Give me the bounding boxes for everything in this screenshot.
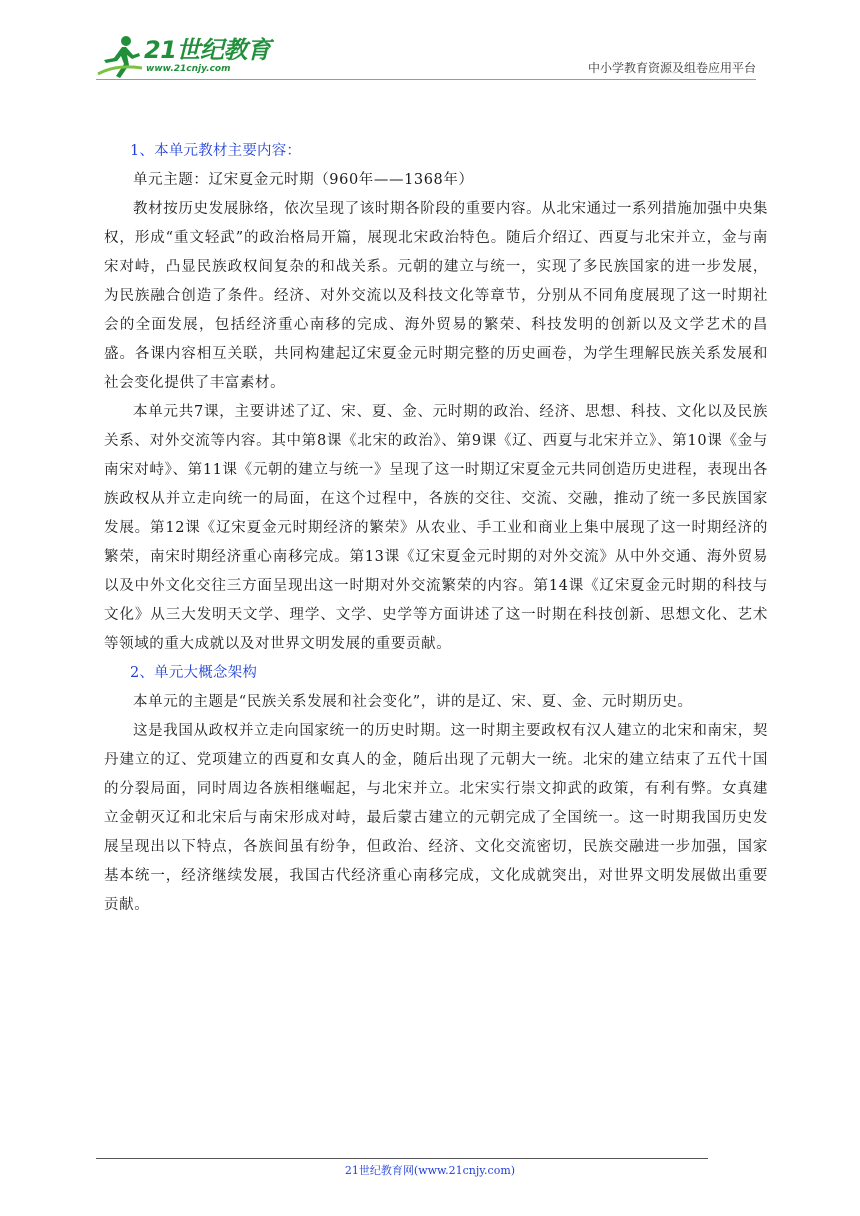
footer-divider [96,1158,708,1159]
unit-theme-line: 单元主题：辽宋夏金元时期（960年——1368年） [133,172,474,188]
textbook-overview-paragraph: 教材按历史发展脉络，依次呈现了该时期各阶段的重要内容。从北宋通过一系列措施加强中央集权，形成“重文轻武”的政治格局开篇，展现北宋政治特色。随后介绍辽、西夏与北宋并立，金与南宋对峙，凸显民族政权间复杂的和战关系。元朝的建立与统一，实现了多民族国家的进一步发展，为民族融合创造了条件。经济、对外交流以及科技文化等章节，分别从不同角度展现了这一时期社会的全面发展，包括经济重心南移的完成、海外贸易的繁荣、科技发明的创新以及文学艺术的昌盛。各课内容相互关联，共同构建起辽宋夏金元时期完整的历史画卷，为学生理解民族关系发展和社会变化提供了丰富素材。 [104,201,768,391]
page-header [96,34,756,82]
header-tagline: 中小学教育资源及组卷应用平台 [587,61,756,75]
section-1-heading: 1、本单元教材主要内容： [130,143,302,159]
logo-url: www.21cnjy.com [146,64,231,74]
period-characteristics-paragraph: 这是我国从政权并立走向国家统一的历史时期。这一时期主要政权有汉人建立的北宋和南宋，契丹建立的辽、党项建立的西夏和女真人的金，随后出现了元朝大一统。北宋的建立结束了五代十国的分裂局面，同时周边各族相继崛起，与北宋并立。北宋实行崇文抑武的政策，有利有弊。女真建立金朝灭辽和北宋后与南宋形成对峙，最后蒙古建立的元朝完成了全国统一。这一时期我国历史发展呈现出以下特点，各族间虽有纷争，但政治、经济、文化交流密切，民族交融进一步加强，国家基本统一，经济继续发展，我国古代经济重心南移完成，文化成就突出，对世界文明发展做出重要贡献。 [104,723,768,913]
section-2-heading: 2、单元大概念架构 [130,665,258,681]
header-divider [96,79,756,80]
runner-logo-icon [96,34,148,80]
logo-text: 21世纪教育 [144,36,271,64]
document-body [104,137,768,920]
site-logo[interactable] [96,34,296,80]
lessons-summary-paragraph: 本单元共7课，主要讲述了辽、宋、夏、金、元时期的政治、经济、思想、科技、文化以及民族关系、对外交流等内容。其中第8课《北宋的政治》、第9课《辽、西夏与北宋并立》、第10课《金与南宋对峙》、第11课《元朝的建立与统一》呈现了这一时期辽宋夏金元共同创造历史进程，表现出各族政权从并立走向统一的局面，在这个过程中，各族的交往、交流、交融，推动了统一多民族国家发展。第12课《辽宋夏金元时期经济的繁荣》从农业、手工业和商业上集中展现了这一时期经济的繁荣，南宋时期经济重心南移完成。第13课《辽宋夏金元时期的对外交流》从中外交通、海外贸易以及中外文化交往三方面呈现出这一时期对外交流繁荣的内容。第14课《辽宋夏金元时期的科技与文化》从三大发明天文学、理学、文学、史学等方面讲述了这一时期在科技创新、思想文化、艺术等领域的重大成就以及对世界文明发展的重要贡献。 [104,404,768,652]
unit-big-idea-paragraph: 本单元的主题是“民族关系发展和社会变化”，讲的是辽、宋、夏、金、元时期历史。 [133,694,693,710]
footer-link[interactable]: 21世纪教育网(www.21cnjy.com) [344,1164,516,1177]
